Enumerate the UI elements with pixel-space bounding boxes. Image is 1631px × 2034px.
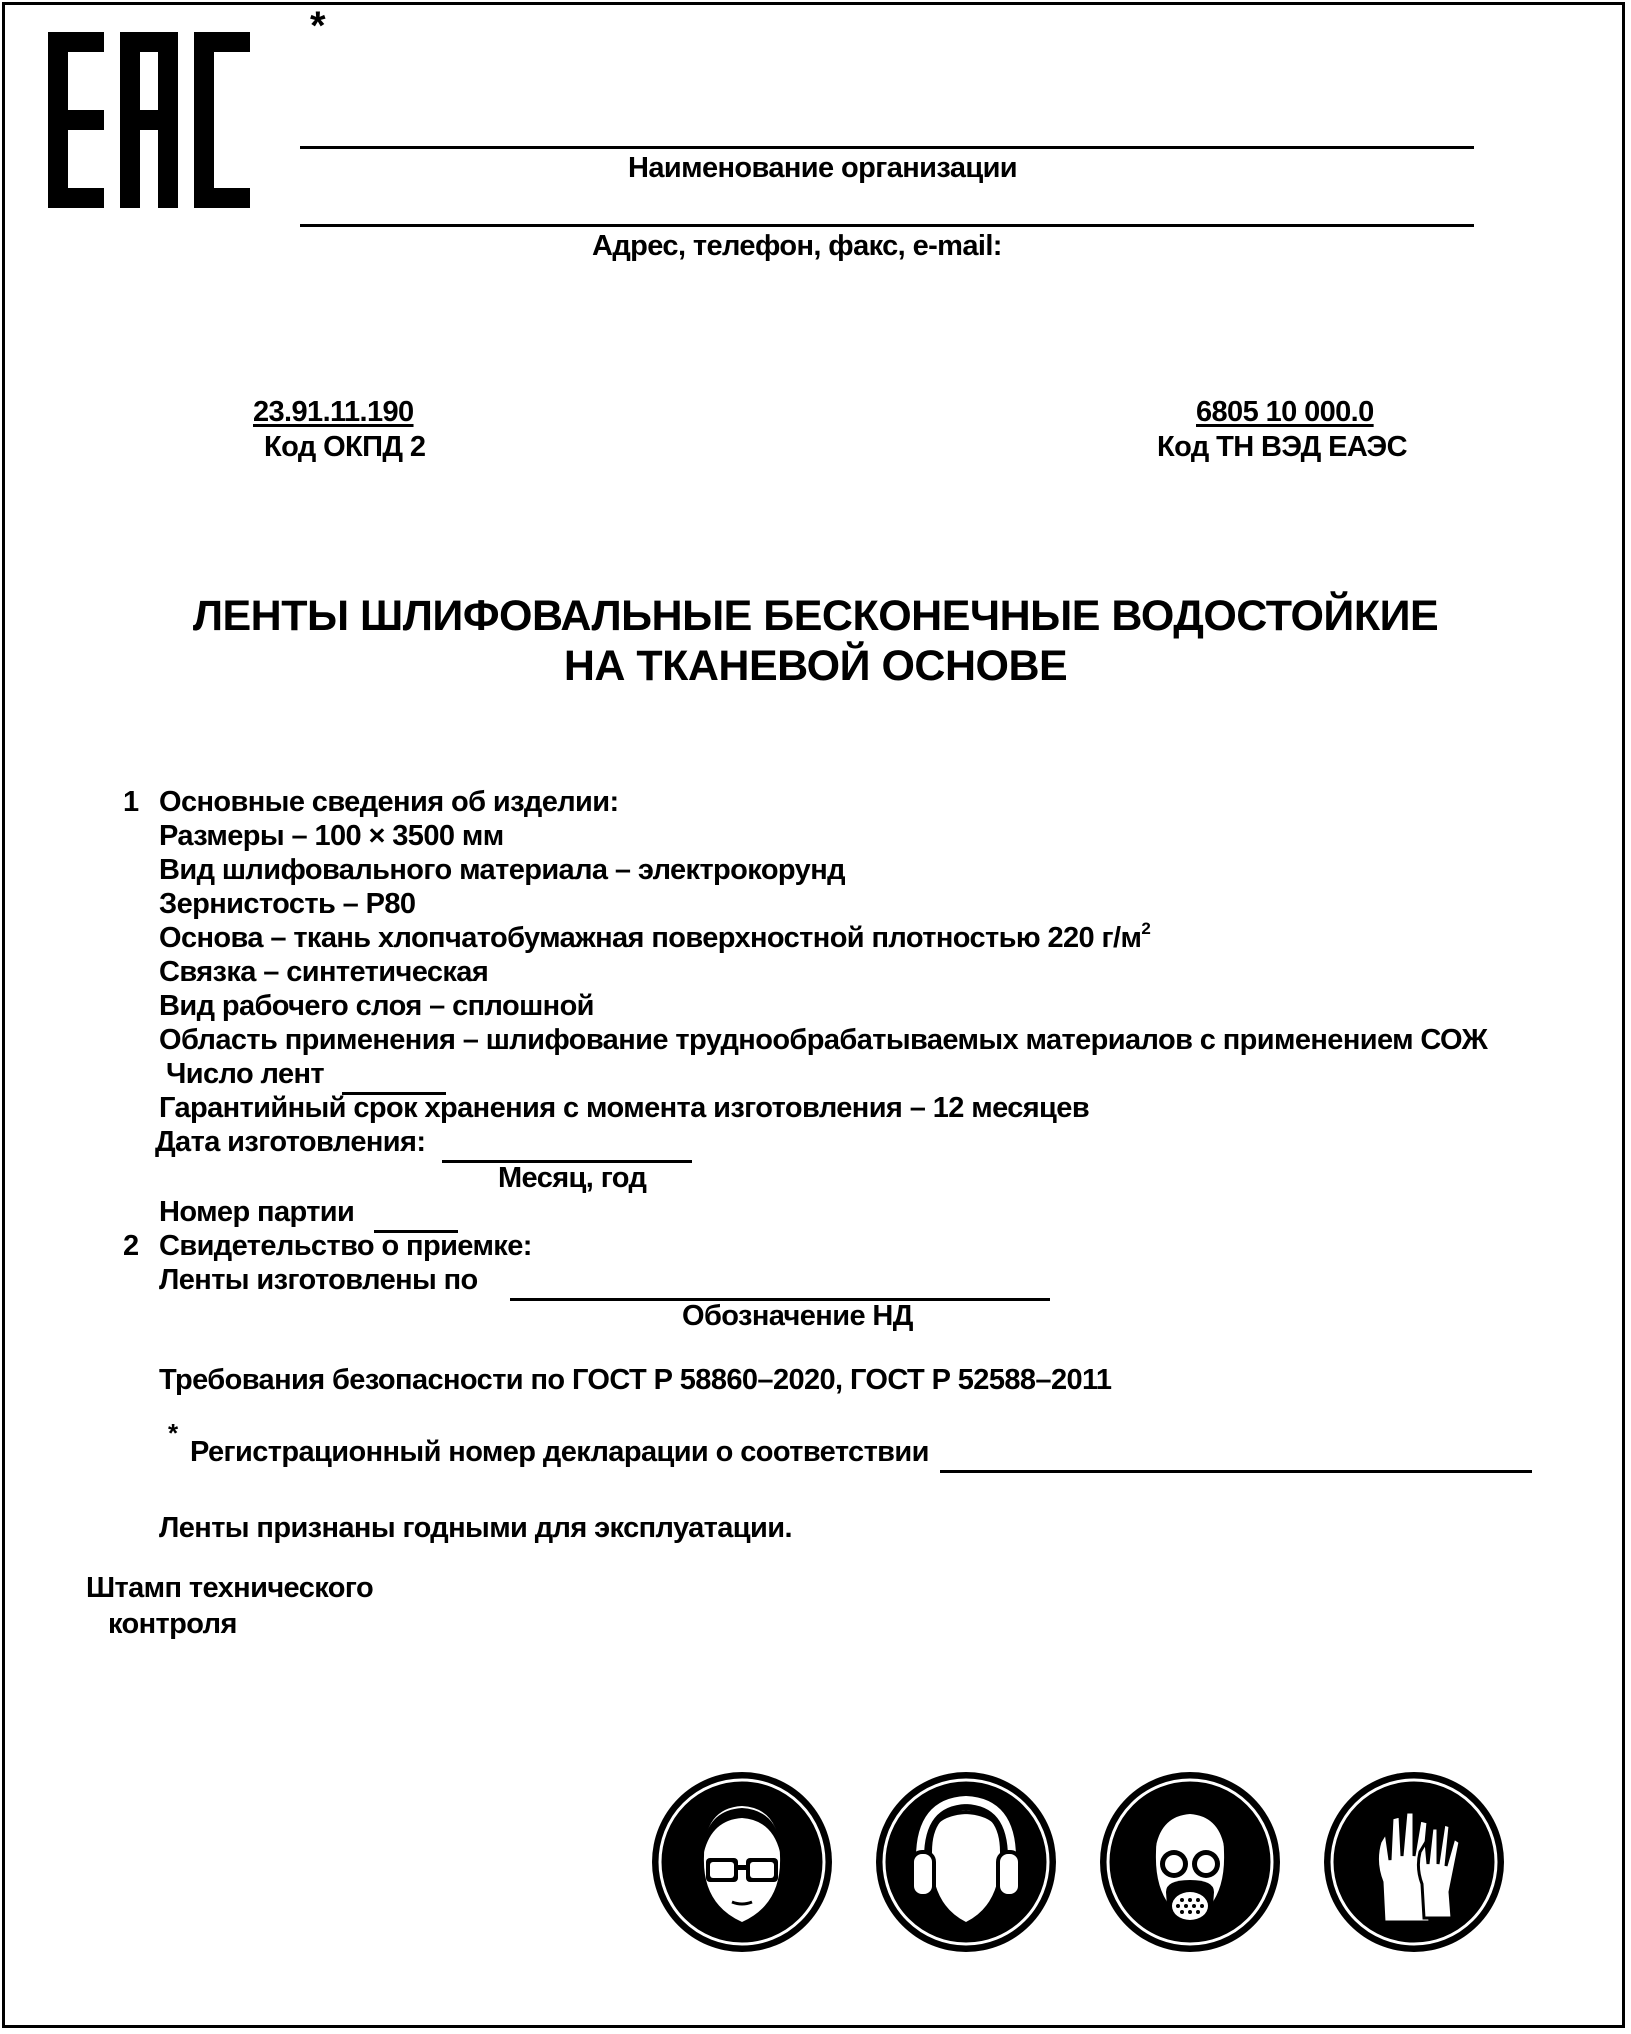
base-line [159,919,1151,955]
count-label: Число лент [166,1058,325,1090]
okpd-code: 23.91.11.190 [253,396,414,428]
address-label: Адрес, телефон, факс, e-mail: [592,230,1002,262]
safety-line: Требования безопасности по ГОСТ Р 58860–2020, ГОСТ Р 52588–2011 [159,1364,1112,1396]
asterisk: * [310,4,326,48]
org-line [300,146,1474,149]
tnved-label: Код ТН ВЭД ЕАЭС [1157,431,1407,463]
made-by-label: Ленты изготовлены по [159,1264,478,1296]
gloves-icon [1324,1772,1504,1952]
document-title-line2: НА ТКАНЕВОЙ ОСНОВЕ [563,642,1068,690]
section1-number: 1 [123,786,139,818]
warranty-line: Гарантийный срок хранения с момента изготовления – 12 месяцев [159,1092,1090,1124]
batch-label: Номер партии [159,1196,355,1228]
size-line: Размеры – 100 × 3500 мм [159,820,504,852]
respirator-icon [1100,1772,1280,1952]
reg-label: Регистрационный номер декларации о соответствии [190,1436,929,1468]
nd-caption: Обозначение НД [682,1300,913,1332]
document-title-line1: ЛЕНТЫ ШЛИФОВАЛЬНЫЕ БЕСКОНЕЧНЫЕ ВОДОСТОЙКИЕ [192,592,1439,640]
section2-heading: Свидетельство о приемке: [159,1230,532,1262]
reg-asterisk: * [168,1418,179,1448]
okpd-label: Код ОКПД 2 [264,431,426,463]
section1-heading: Основные сведения об изделии: [159,786,619,818]
stamp-label-line1: Штамп технического [86,1572,374,1604]
date-label: Дата изготовления: [155,1126,426,1158]
stamp-label-line2: контроля [108,1608,237,1640]
eac-logo [48,32,250,208]
fit-line: Ленты признаны годными для эксплуатации. [159,1512,792,1544]
goggles-icon [652,1772,832,1952]
section2-number: 2 [123,1230,139,1262]
tnved-code: 6805 10 000.0 [1196,396,1374,428]
base-text: Основа – ткань хлопчатобумажная поверхностной плотностью 220 г/м [159,922,1142,954]
base-superscript: 2 [1141,919,1151,938]
reg-field [940,1470,1532,1473]
ear-protection-icon [876,1772,1056,1952]
bond-line: Связка – синтетическая [159,956,489,988]
grit-line: Зернистость – P80 [159,888,416,920]
address-line [300,224,1474,227]
layer-line: Вид рабочего слоя – сплошной [159,990,594,1022]
material-line: Вид шлифовального материала – электрокорунд [159,854,845,886]
date-caption: Месяц, год [498,1162,647,1194]
application-line: Область применения – шлифование труднообрабатываемых материалов с применением СОЖ [159,1024,1488,1056]
org-label: Наименование организации [628,152,1018,184]
